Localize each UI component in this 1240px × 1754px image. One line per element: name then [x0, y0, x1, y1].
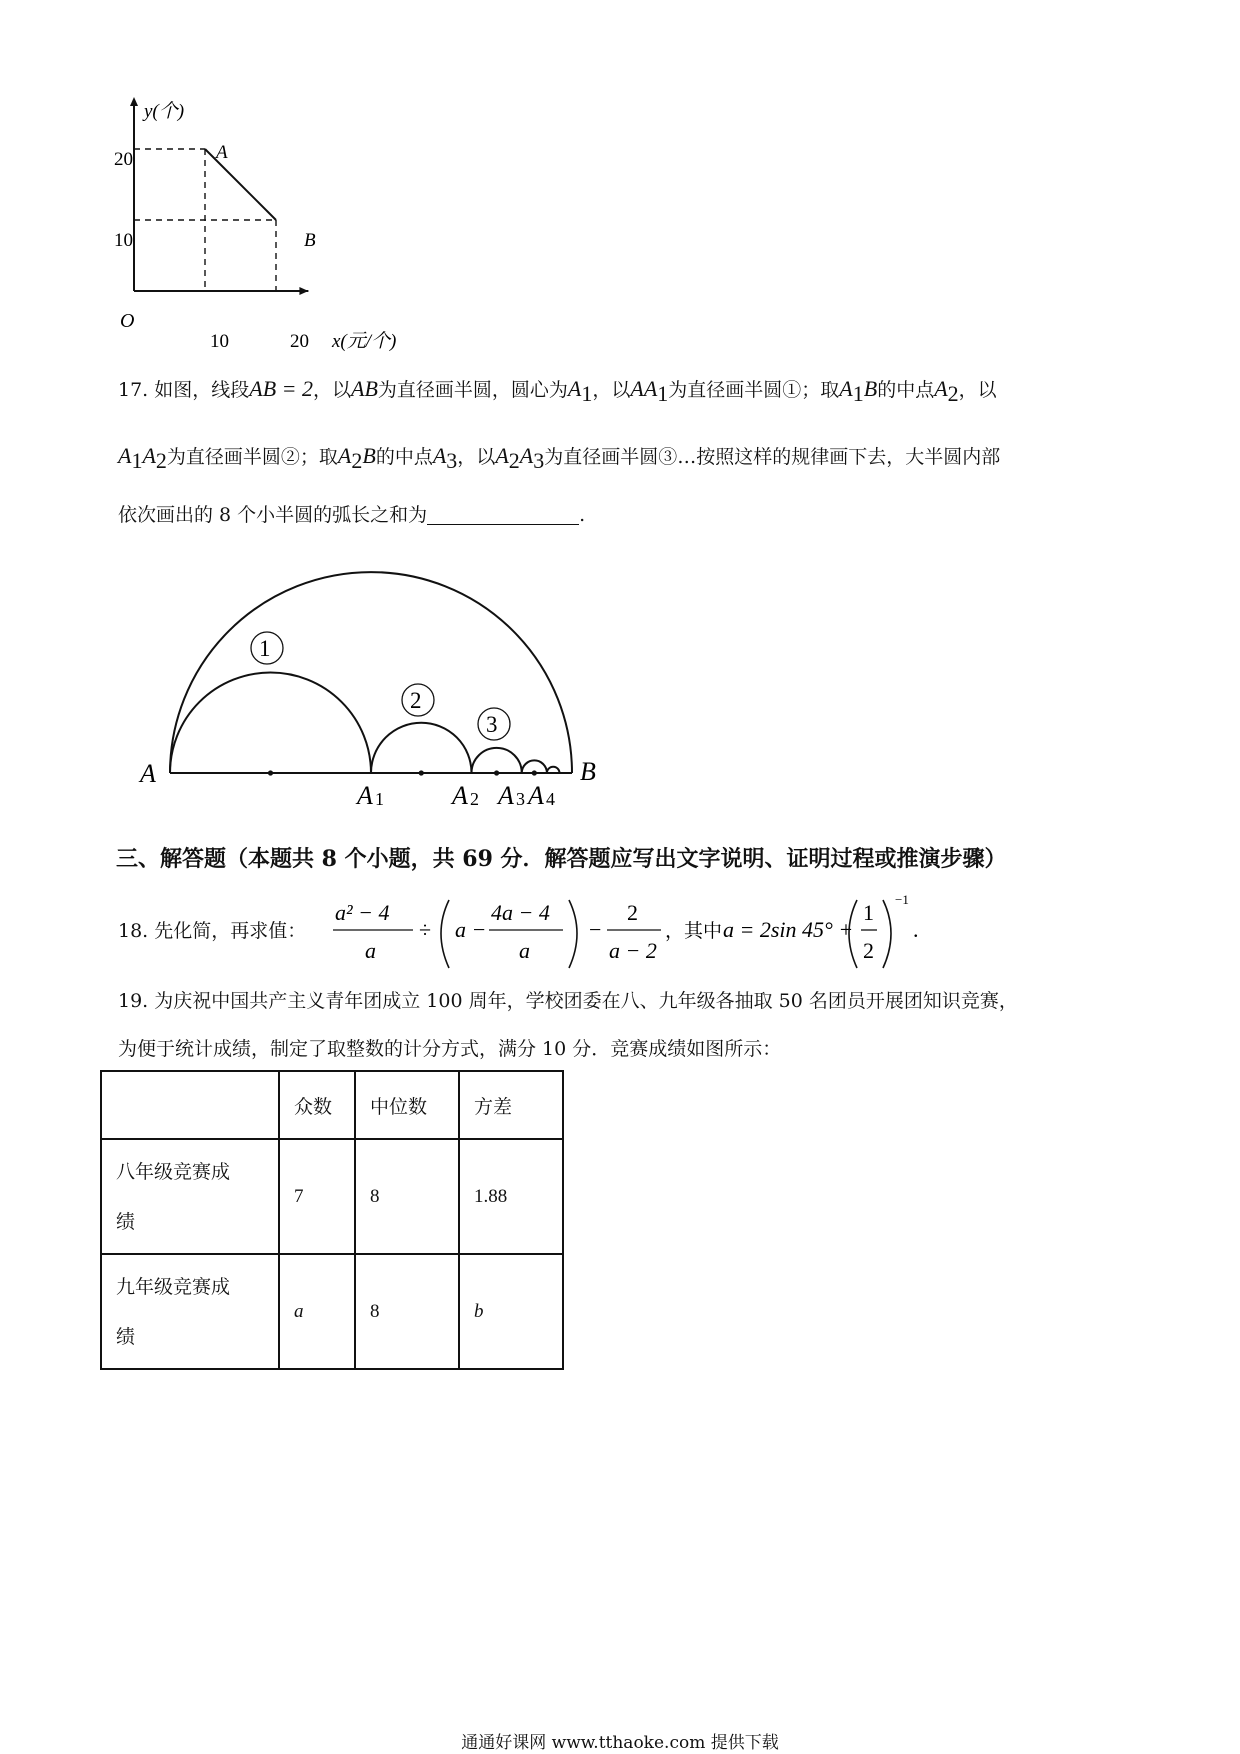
table-header-empty: [101, 1071, 279, 1139]
frac2-denominator: a: [519, 938, 530, 963]
grade8-variance: 1.88: [459, 1139, 563, 1254]
grade9-median: 8: [355, 1254, 459, 1369]
minus-sign: −: [589, 917, 602, 942]
center-dot-2: [419, 770, 424, 775]
half-numerator: 1: [863, 900, 874, 925]
frac3-denominator: a − 2: [609, 938, 657, 963]
ab-equals-2: AB = 2: [249, 376, 313, 401]
label-a3-sub: 3: [516, 789, 525, 809]
q18-prefix: 18. 先化简，再求值：: [118, 920, 307, 942]
grade9-mode: a: [279, 1254, 355, 1369]
y-tick-10: 10: [114, 230, 133, 251]
table-row: [101, 1139, 563, 1254]
label-a1: A: [357, 781, 373, 810]
right-paren-2: [883, 900, 891, 968]
table-header-median: 中位数: [355, 1071, 459, 1139]
semicircle-2: [371, 723, 472, 773]
table-row: [101, 1254, 563, 1369]
point-a-label: A: [216, 142, 228, 163]
semicircles-diagram: [130, 560, 630, 810]
label-a4-sub: 4: [546, 789, 555, 809]
point-b-label: B: [304, 230, 316, 251]
frac1-numerator: a² − 4: [335, 900, 390, 925]
price-quantity-graph: [100, 95, 440, 355]
grade8-label: 八年级竞赛成 绩: [101, 1139, 279, 1254]
label-a2-sub: 2: [470, 789, 479, 809]
frac1-denominator: a: [365, 938, 376, 963]
label-a2: A: [452, 781, 468, 810]
grade9-variance: b: [459, 1254, 563, 1369]
table-header-variance: 方差: [459, 1071, 563, 1139]
table-header-row: [101, 1071, 563, 1139]
large-semicircle: [170, 572, 572, 773]
label-a1-sub: 1: [375, 789, 384, 809]
q19-line-2: 为便于统计成绩，制定了取整数的计分方式，满分 10 分．竞赛成绩如图所示：: [118, 1038, 782, 1060]
y-tick-20: 20: [114, 149, 133, 170]
q18-period: .: [913, 917, 919, 942]
frac3-numerator: 2: [627, 900, 638, 925]
q19-line-1: 19. 为庆祝中国共产主义青年团成立 100 周年，学校团委在八、九年级各抽取 50 名团员开展团知识竞赛，: [118, 990, 1018, 1012]
right-paren: [569, 900, 577, 968]
q18-formula: [325, 888, 925, 978]
q17-line-2: $A_1A_2$为直径画半圆②；取$A_2B$的中点$A_3$，以$A_2A_3$为直径画半圆③…按照这样的规律画下去，大半圆内部: [118, 443, 1001, 473]
x-axis-label: x(元/个): [332, 331, 397, 352]
exponent: −1: [895, 892, 909, 907]
footer-download-note: 通通好课网 www.tthaoke.com 提供下载: [461, 1733, 779, 1753]
y-axis-label: y(个): [144, 101, 185, 122]
x-tick-20: 20: [290, 331, 309, 352]
where-text: ，其中: [665, 921, 723, 942]
grade9-label: 九年级竞赛成 绩: [101, 1254, 279, 1369]
center-dot-4: [532, 770, 537, 775]
answer-blank[interactable]: [427, 504, 579, 525]
grade8-mode: 7: [279, 1139, 355, 1254]
half-denominator: 2: [863, 938, 874, 963]
score-stats-table: [100, 1070, 564, 1370]
grade8-median: 8: [355, 1139, 459, 1254]
inner-a: a −: [455, 917, 487, 942]
center-dot-1: [268, 770, 273, 775]
q17-line-3: 依次画出的 8 个小半圆的弧长之和为 .: [118, 504, 586, 526]
q17-line-1: 17. 如图，线段AB = 2，以AB为直径画半圆，圆心为$A_1$，以$AA_1$为直径画半圆①；取$A_1B$的中点$A_2$，以: [118, 376, 997, 406]
left-paren: [441, 900, 449, 968]
section-3-heading: 三、解答题（本题共 8 个小题，共 69 分．解答题应写出文字说明、证明过程或推演步骤）: [116, 846, 1007, 872]
arc-label-2: 2: [410, 688, 422, 713]
origin-label: O: [120, 310, 135, 332]
x-tick-10: 10: [210, 331, 229, 352]
semicircle-3: [471, 748, 521, 773]
label-b: B: [580, 757, 596, 786]
table-header-mode: 众数: [279, 1071, 355, 1139]
arc-label-1: 1: [259, 636, 271, 661]
label-a4: A: [528, 781, 544, 810]
divide-sign: ÷: [419, 917, 432, 942]
y-axis-arrow: [130, 97, 138, 106]
semicircle-1: [170, 673, 371, 773]
center-dot-3: [494, 770, 499, 775]
a-value-expression: a = 2sin 45° +: [723, 917, 854, 942]
arc-label-3: 3: [486, 712, 498, 737]
frac2-numerator: 4a − 4: [491, 900, 550, 925]
label-a: A: [140, 759, 156, 788]
x-axis-arrow: [299, 287, 308, 295]
label-a3: A: [498, 781, 514, 810]
